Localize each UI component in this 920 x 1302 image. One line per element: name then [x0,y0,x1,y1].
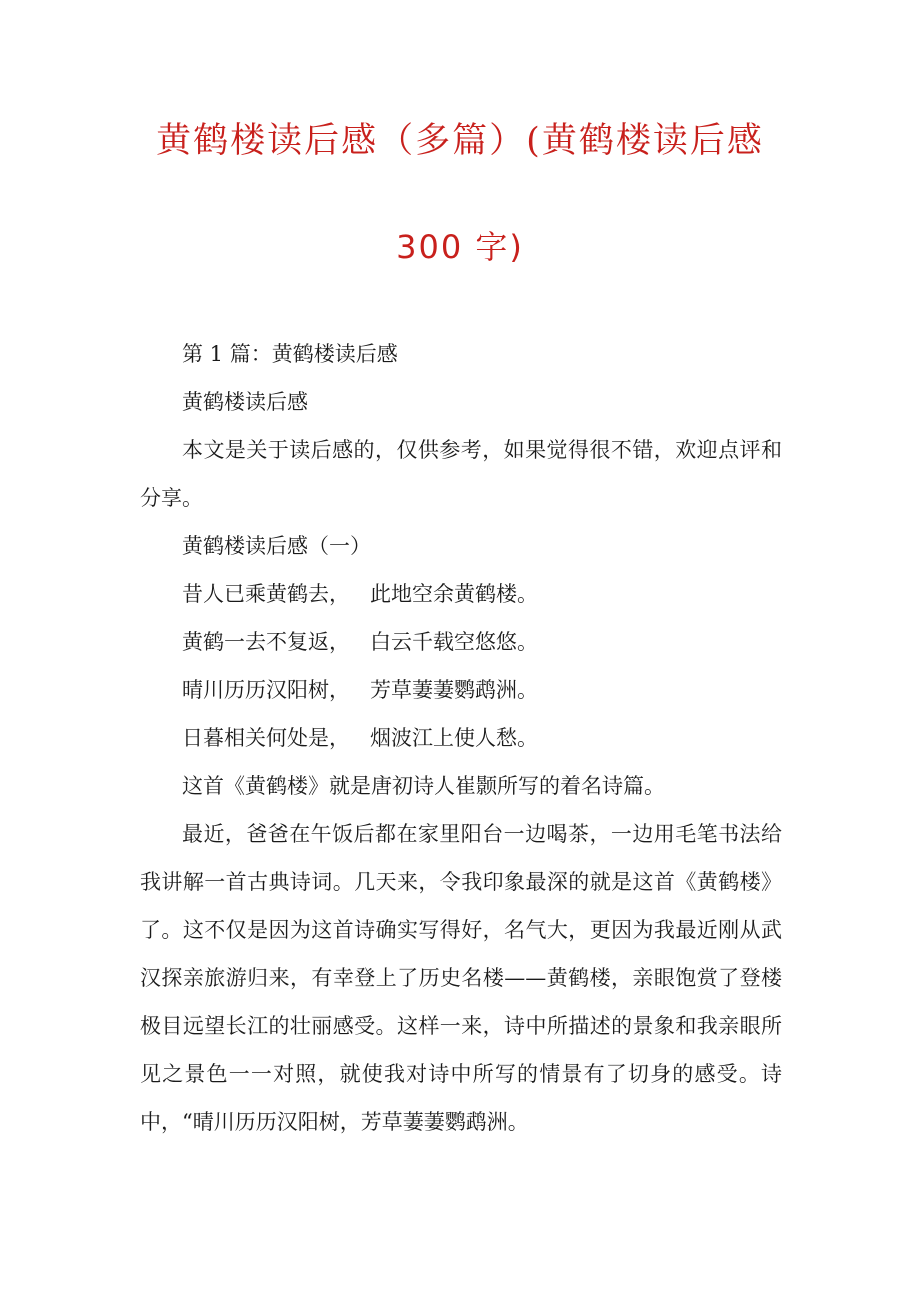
essay-paragraph: 最近，爸爸在午饭后都在家里阳台一边喝茶，一边用毛笔书法给我讲解一首古典诗词。几天来，令我印象最深的就是这首《黄鹤楼》了。这不仅是因为这首诗确实写得好，名气大，更因为我最近刚从武汉探亲旅游归来，有幸登上了历史名楼——黄鹤楼，亲眼饱赏了登楼极目远望长江的壮丽感受。这样一来，诗中所描述的景象和我亲眼所见之景色一一对照，就使我对诗中所写的情景有了切身的感受。诗中，“晴川历历汉阳树，芳草萋萋鹦鹉洲。 [140,822,782,1134]
poem-line-2 [140,618,782,666]
poem-line-1 [140,570,782,618]
poem-line-3 [140,666,782,714]
document-title-line-2: 300 字) [396,228,524,266]
poem-line-2-first-half: 黄鹤一去不复返， [182,630,350,654]
poem-line-4-first-half: 日暮相关何处是， [182,726,350,750]
poem-line-2-second-half: 白云千载空悠悠。 [370,630,538,654]
poem-line-1-first-half: 昔人已乘黄鹤去， [182,582,350,606]
document-title-line-1: 黄鹤楼读后感（多篇）(黄鹤楼读后感 [156,121,764,161]
intro-paragraph: 本文是关于读后感的，仅供参考，如果觉得很不错，欢迎点评和分享。 [140,438,782,510]
section-title: 黄鹤楼读后感 [182,390,308,414]
poem-line-1-second-half: 此地空余黄鹤楼。 [370,582,538,606]
chapter-heading: 第 1 篇：黄鹤楼读后感 [182,342,398,366]
poem-line-4-second-half: 烟波江上使人愁。 [370,726,538,750]
poem-attribution-paragraph: 这首《黄鹤楼》就是唐初诗人崔颢所写的着名诗篇。 [182,774,665,798]
document-body [140,330,782,1146]
poem-line-3-second-half: 芳草萋萋鹦鹉洲。 [370,678,538,702]
poem-line-4 [140,714,782,762]
subsection-title: 黄鹤楼读后感（一） [182,534,371,558]
poem-line-3-first-half: 晴川历历汉阳树， [182,678,350,702]
